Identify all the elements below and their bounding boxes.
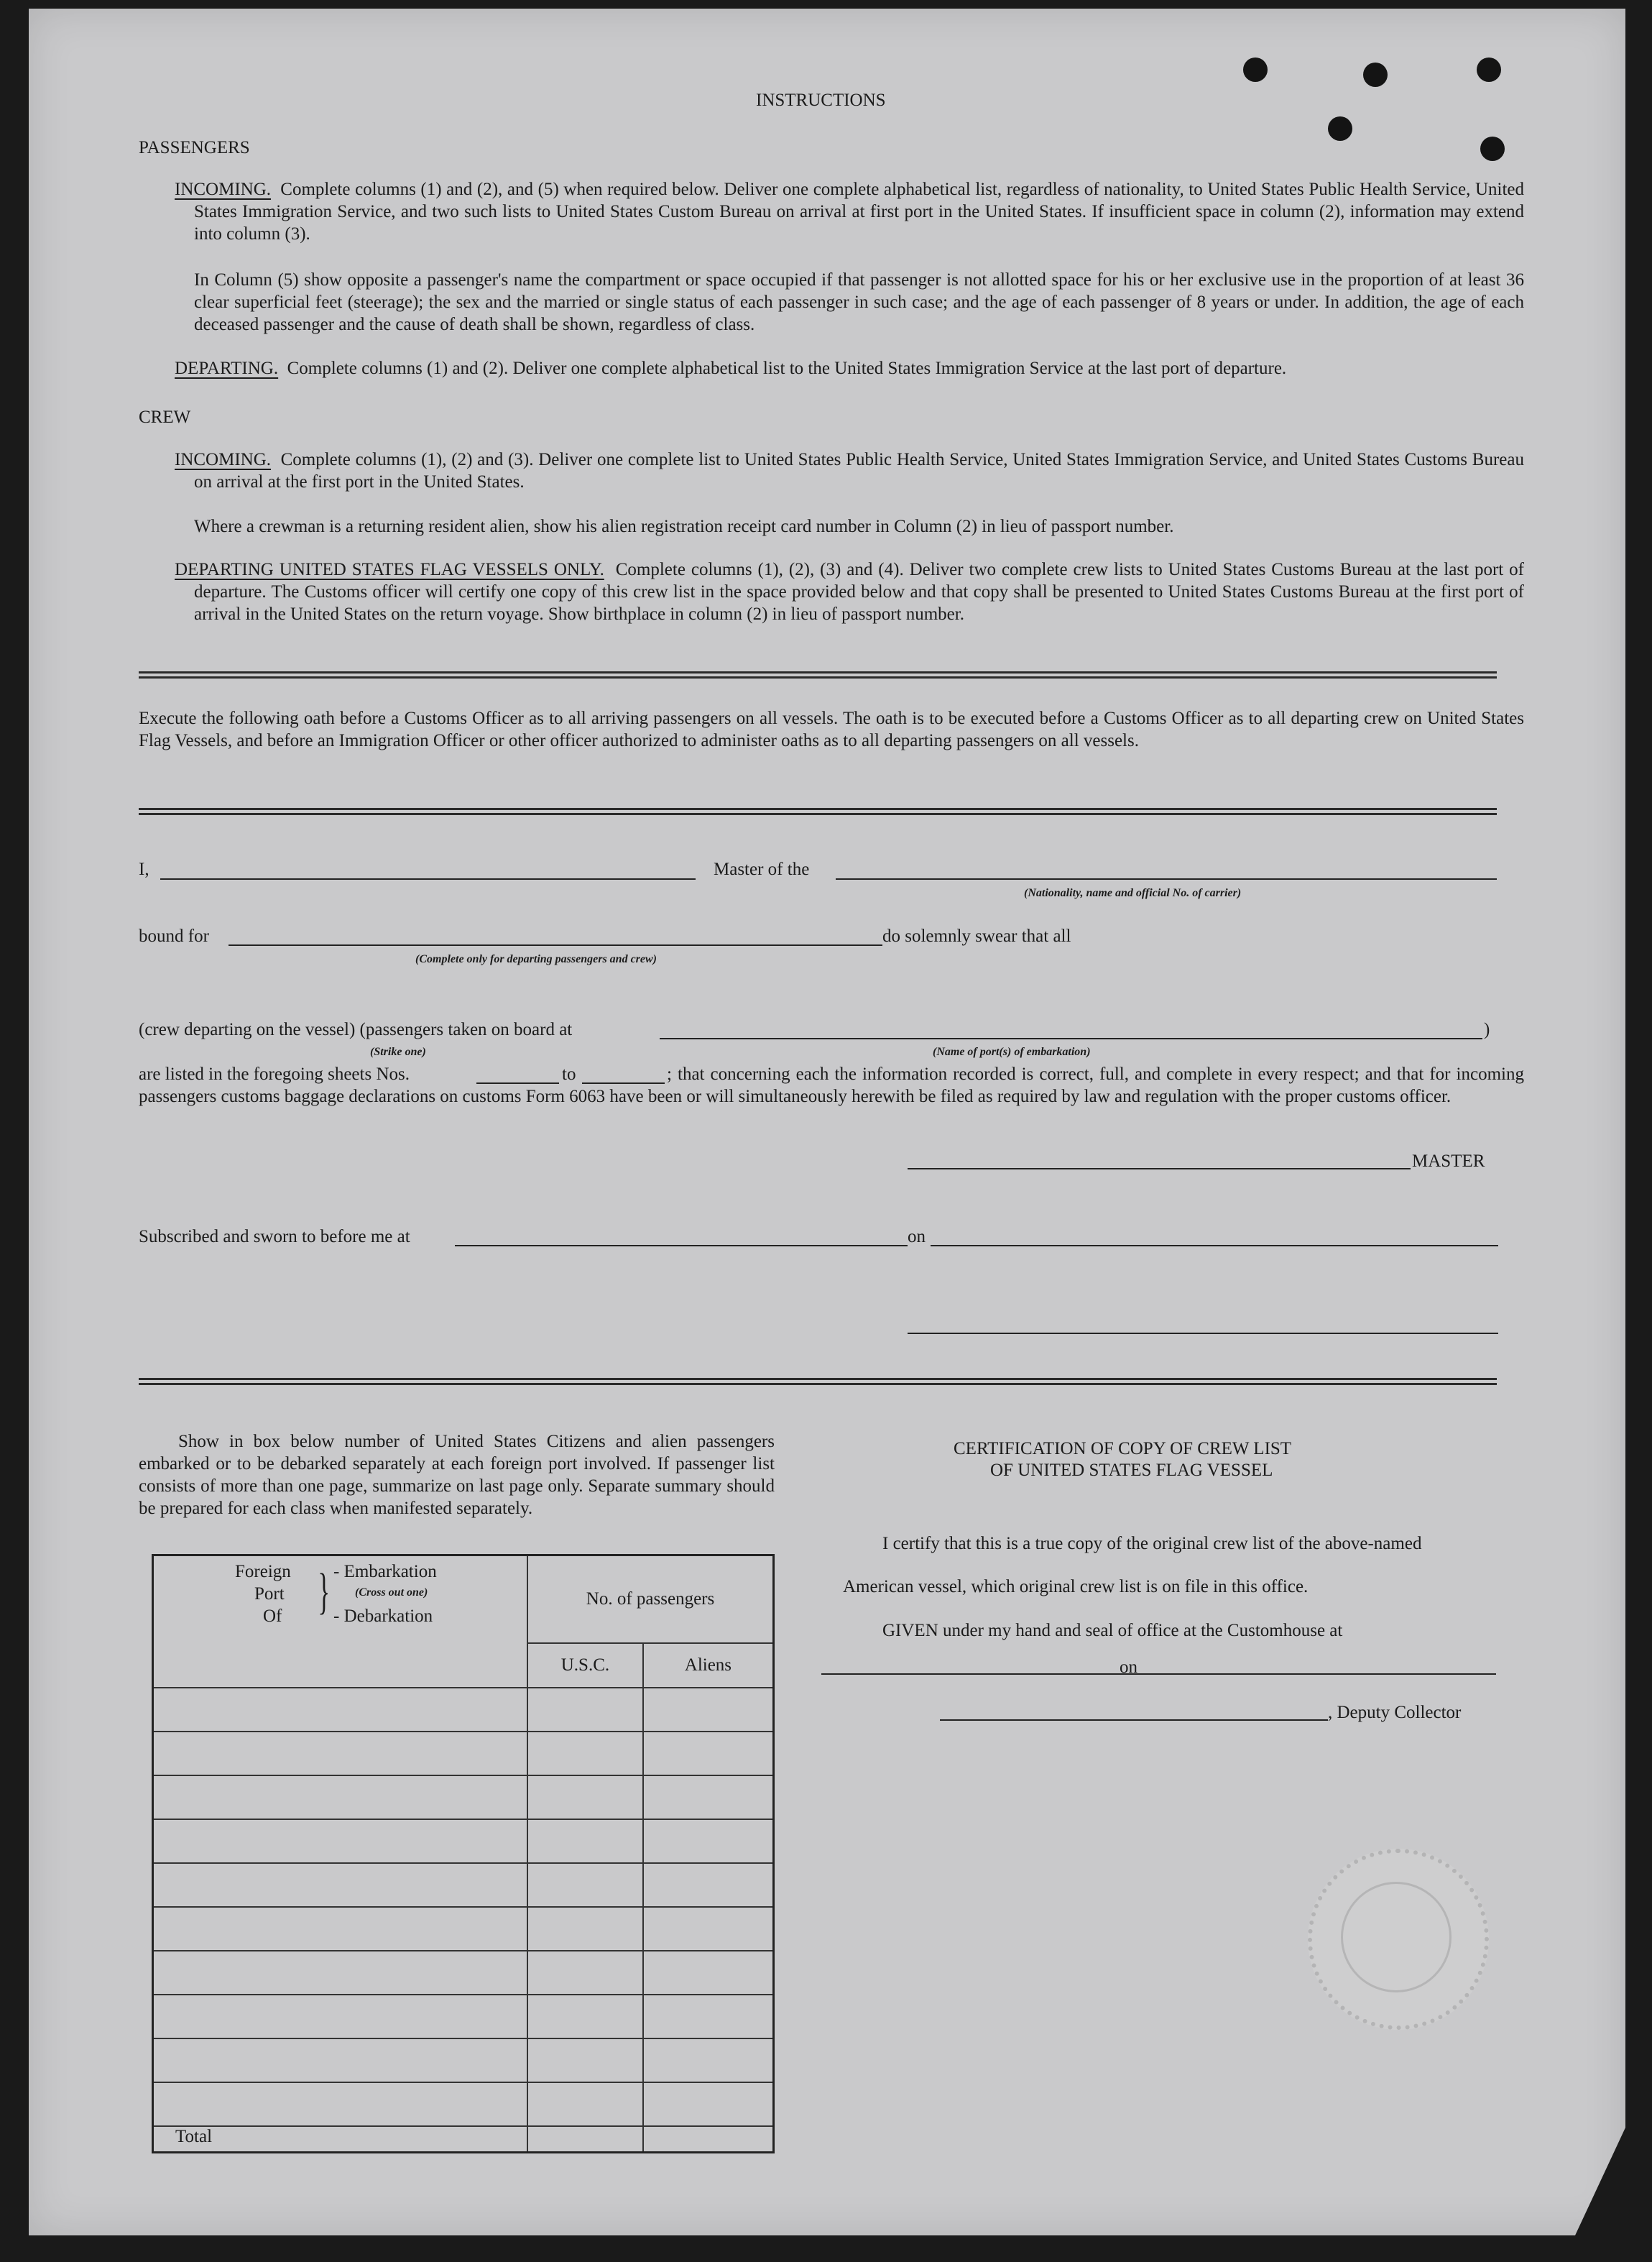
port-cell[interactable] xyxy=(153,1907,528,1951)
passengers-column5-text: In Column (5) show opposite a passenger's name the compartment or space occupied if that passenger is not allotted space for his or her exclusive use in the proportion of at least 36 clear superficial feet (steerage); the sex and the married or single status of each passenger in such case; and the age of each passenger of 8 years or under. In addition, the age of each deceased passenger and the cause of death shall be shown, regardless of class. xyxy=(194,270,1524,334)
master-of-the-label: Master of the xyxy=(714,860,810,879)
double-divider xyxy=(139,808,1497,815)
torn-corner xyxy=(1575,2128,1625,2235)
port-cell[interactable] xyxy=(153,1688,528,1732)
master-signature-field[interactable] xyxy=(908,1168,1411,1169)
swear-label: do solemnly swear that all xyxy=(882,927,1071,946)
ports-field[interactable] xyxy=(660,1038,1482,1039)
brace-icon: } xyxy=(318,1564,331,1619)
passengers-incoming-label: INCOMING. xyxy=(175,180,272,199)
aliens-total-cell[interactable] xyxy=(643,2126,774,2153)
sworn-date-field[interactable] xyxy=(931,1245,1498,1246)
embossed-seal xyxy=(1308,1849,1489,2030)
debarkation-label: - Debarkation xyxy=(333,1606,433,1626)
port-cell[interactable] xyxy=(153,1951,528,1995)
officer-signature-field[interactable] xyxy=(908,1333,1498,1334)
summary-instructions: Show in box below number of United States Citizens and alien passengers embarked or to be debarked separately at each foreign port involved. If passenger list consists of more than one page, summarize on last page only. Separate summary should be prepared for each class when manifested separately. xyxy=(139,1432,775,1518)
sworn-on-label: on xyxy=(908,1227,926,1246)
usc-total-cell[interactable] xyxy=(527,2126,643,2153)
passengers-departing-text: Complete columns (1) and (2). Deliver one complete alphabetical list to the United States Immigration Service at the last port of departure. xyxy=(287,359,1287,378)
passenger-summary-table xyxy=(152,1554,775,2153)
aliens-cell[interactable] xyxy=(643,1688,774,1732)
aliens-cell[interactable] xyxy=(643,1907,774,1951)
crew-heading: CREW xyxy=(139,408,191,427)
table-row xyxy=(153,1995,774,2038)
crew-departing-label: (crew departing on the vessel) (passengers taken on board at xyxy=(139,1020,573,1039)
usc-cell[interactable] xyxy=(527,1863,643,1907)
usc-cell[interactable] xyxy=(527,1775,643,1819)
table-row xyxy=(153,1732,774,1775)
table-row xyxy=(153,1863,774,1907)
aliens-cell[interactable] xyxy=(643,1819,774,1863)
seal-center xyxy=(1341,1882,1452,1992)
listed-prefix: are listed in the foregoing sheets Nos. xyxy=(139,1065,410,1084)
subscribed-label: Subscribed and sworn to before me at xyxy=(139,1227,410,1246)
cert-on-label: on xyxy=(1120,1658,1138,1677)
port-cell[interactable] xyxy=(153,1732,528,1775)
crew-departing-label: DEPARTING UNITED STATES FLAG VESSELS ONLY. xyxy=(175,560,604,579)
punch-hole xyxy=(1328,116,1352,141)
usc-cell[interactable] xyxy=(527,1995,643,2038)
port-cell[interactable] xyxy=(153,2038,528,2082)
master-name-field[interactable] xyxy=(160,878,696,880)
embarkation-label: - Embarkation xyxy=(333,1562,437,1581)
aliens-cell[interactable] xyxy=(643,1951,774,1995)
foreign-label: Foreign xyxy=(235,1562,291,1581)
double-divider xyxy=(139,671,1497,679)
port-cell[interactable] xyxy=(153,1819,528,1863)
table-row xyxy=(153,1775,774,1819)
usc-cell[interactable] xyxy=(527,2038,643,2082)
aliens-cell[interactable] xyxy=(643,1775,774,1819)
crew-incoming-paragraph xyxy=(175,449,1524,493)
total-label: Total xyxy=(175,2126,213,2146)
table-row xyxy=(153,1907,774,1951)
crew-incoming-text: Complete columns (1), (2) and (3). Deliver one complete list to United States Public Health Service, United States Immigration Service, and United States Customs Bureau on arrival at the first port in the United States. xyxy=(194,450,1524,492)
double-divider xyxy=(139,1378,1497,1385)
given-text: GIVEN under my hand and seal of office at the Customhouse at xyxy=(882,1621,1343,1640)
deputy-collector-label: , Deputy Collector xyxy=(1328,1703,1462,1722)
aliens-cell[interactable] xyxy=(643,2038,774,2082)
port-header-cell xyxy=(153,1555,528,1688)
deputy-signature-field[interactable] xyxy=(940,1719,1328,1721)
usc-cell[interactable] xyxy=(527,1951,643,1995)
port-cell[interactable] xyxy=(153,1995,528,2038)
aliens-cell[interactable] xyxy=(643,1995,774,2038)
certification-title-line2: OF UNITED STATES FLAG VESSEL xyxy=(990,1461,1273,1480)
certify-line2: American vessel, which original crew list is on file in this office. xyxy=(843,1577,1309,1596)
punch-hole xyxy=(1363,63,1388,87)
crew-resident-text: Where a crewman is a returning resident alien, show his alien registration receipt card number in Column (2) in lieu of passport number. xyxy=(194,517,1174,536)
bound-for-label: bound for xyxy=(139,927,209,946)
port-cell[interactable] xyxy=(153,1775,528,1819)
no-passengers-header xyxy=(527,1555,773,1643)
table-row xyxy=(153,1819,774,1863)
aliens-cell[interactable] xyxy=(643,2082,774,2126)
passengers-incoming-paragraph xyxy=(175,178,1524,245)
punch-hole xyxy=(1243,58,1268,82)
aliens-header xyxy=(643,1643,774,1688)
aliens-cell[interactable] xyxy=(643,1732,774,1775)
listed-text: ; that concerning each the information recorded is correct, full, and complete in every respect; and that for incoming passengers customs baggage declarations on customs Form 6063 have been or will simultaneously herewith be filed as required by law and regulation with the proper customs officer. xyxy=(139,1065,1524,1106)
oath-i-label: I, xyxy=(139,860,149,879)
usc-label: U.S.C. xyxy=(560,1655,610,1675)
bound-for-field[interactable] xyxy=(229,944,882,946)
cross-out-hint: (Cross out one) xyxy=(355,1586,428,1599)
table-row xyxy=(153,2038,774,2082)
carrier-hint: (Nationality, name and official No. of carrier) xyxy=(1024,887,1242,899)
document-page xyxy=(29,9,1625,2235)
total-cell xyxy=(153,2126,528,2153)
close-paren: ) xyxy=(1484,1020,1490,1039)
usc-header xyxy=(527,1643,643,1688)
sworn-place-field[interactable] xyxy=(455,1245,908,1246)
total-row xyxy=(153,2126,774,2153)
aliens-label: Aliens xyxy=(684,1655,732,1675)
port-label: Port xyxy=(254,1584,285,1604)
bound-for-hint: (Complete only for departing passengers and crew) xyxy=(415,953,657,965)
page-title: INSTRUCTIONS xyxy=(756,91,886,110)
passengers-incoming-text: Complete columns (1) and (2), and (5) when required below. Deliver one complete alphabetical list, regardless of nationality, to United States Public Health Service, United States Immigration Service, and two such lists to United States Custom Bureau on arrival at first port in the United States. If insufficient space in column (2), information may extend into column (3). xyxy=(194,180,1524,244)
crew-incoming-label: INCOMING. xyxy=(175,450,272,469)
crew-departing-text: Complete columns (1), (2), (3) and (4). Deliver two complete crew lists to United States Customs Bureau at the last port of departure. The Customs officer will certify one copy of this crew list in the space provided below and that copy shall be presented to United States Customs Bureau at the first port of arrival in the United States on the return voyage. Show birthplace in column (2) in lieu of passport number. xyxy=(194,560,1524,624)
certification-title-line1: CERTIFICATION OF COPY OF CREW LIST xyxy=(954,1439,1292,1458)
strike-one-hint: (Strike one) xyxy=(370,1046,426,1058)
passengers-heading: PASSENGERS xyxy=(139,138,250,157)
oath-intro: Execute the following oath before a Customs Officer as to all arriving passengers on all vessels. The oath is to be executed before a Customs Officer as to all departing crew on United States Flag Vessels, and before an Immigration Officer or other officer authorized to administer oaths as to all departing passengers on all vessels. xyxy=(139,709,1524,750)
table-row xyxy=(153,1951,774,1995)
carrier-field[interactable] xyxy=(836,878,1497,880)
ports-hint: (Name of port(s) of embarkation) xyxy=(933,1046,1091,1058)
customhouse-field[interactable] xyxy=(821,1673,1148,1675)
punch-hole xyxy=(1480,137,1505,161)
usc-cell[interactable] xyxy=(527,1819,643,1863)
of-label: Of xyxy=(263,1606,282,1626)
passengers-departing-label: DEPARTING. xyxy=(175,359,279,378)
no-passengers-label: No. of passengers xyxy=(586,1589,715,1609)
usc-cell[interactable] xyxy=(527,2082,643,2126)
port-cell[interactable] xyxy=(153,1863,528,1907)
punch-hole xyxy=(1477,58,1501,82)
table-row xyxy=(153,1688,774,1732)
certify-line1: I certify that this is a true copy of the original crew list of the above-named xyxy=(882,1534,1422,1553)
table-row xyxy=(153,2082,774,2126)
usc-cell[interactable] xyxy=(527,1688,643,1732)
passengers-departing-paragraph xyxy=(175,357,1286,380)
cert-date-field[interactable] xyxy=(1143,1673,1496,1675)
master-label: MASTER xyxy=(1412,1151,1485,1171)
usc-cell[interactable] xyxy=(527,1732,643,1775)
port-cell[interactable] xyxy=(153,2082,528,2126)
crew-departing-paragraph xyxy=(175,558,1524,625)
to-label: to xyxy=(562,1065,576,1084)
aliens-cell[interactable] xyxy=(643,1863,774,1907)
usc-cell[interactable] xyxy=(527,1907,643,1951)
